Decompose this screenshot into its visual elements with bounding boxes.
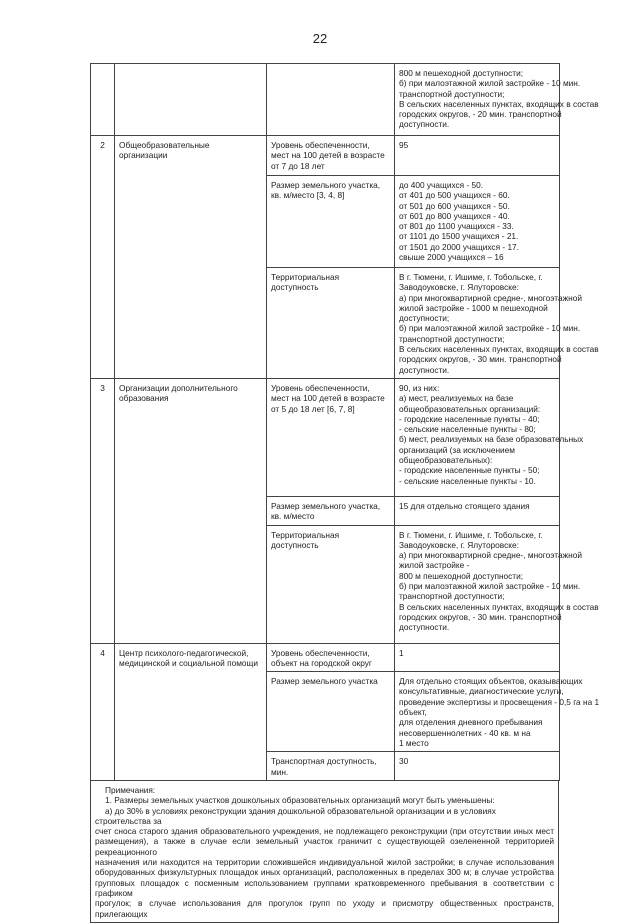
indicator-value-line: В г. Тюмени, г. Ишиме, г. Тобольске, г.	[399, 272, 543, 282]
indicator-value-line: доступности.	[399, 622, 450, 633]
indicator-value-line: б) мест, реализуемых на базе образовательных	[399, 434, 584, 445]
indicator-value-line: несовершеннолетних - 40 кв. м на	[399, 727, 531, 738]
indicator-name-line: мест на 100 детей в возрасте	[271, 393, 385, 404]
indicator-value-line: проведение экспертизы и просвещения - 0,5 га на 1	[399, 696, 600, 707]
notes-cell	[91, 781, 559, 923]
indicator-value-line: доступности;	[399, 313, 450, 324]
table-row	[91, 64, 560, 136]
notes-line: 1. Размеры земельных участков дошкольных образовательных организаций могут быть уменьшены:	[105, 795, 495, 806]
organization-type	[115, 136, 267, 379]
indicator-name	[267, 752, 395, 781]
indicator-value-line: свыше 2000 учащихся – 16	[399, 252, 504, 263]
indicator-value-line: - городские населенные пункты - 40;	[399, 413, 540, 424]
indicator-value	[395, 136, 560, 176]
indicator-name	[267, 64, 395, 136]
notes-line: размещения), а также в случае если земельный участок граничит с существующей озелененной территорией рекреационного	[95, 836, 554, 857]
indicator-name-line: Размер земельного участка	[271, 676, 378, 687]
indicator-name-line: мин.	[271, 766, 289, 777]
indicator-value-line: 1	[399, 647, 404, 658]
table-row	[91, 136, 560, 176]
indicator-value-line: общеобразовательных организаций:	[399, 403, 541, 414]
indicator-value-line: городских округов, - 20 мин. транспортной	[399, 109, 562, 120]
table-row	[91, 643, 560, 672]
indicator-name	[267, 672, 395, 752]
indicator-value-line: доступности.	[399, 364, 450, 375]
organization-type	[115, 643, 267, 780]
indicator-name-line: доступность	[271, 282, 319, 293]
notes-line: оборудованных физкультурных площадок иных организаций, расположенных в пределах 300 м; в случае устройства	[95, 867, 554, 878]
indicator-name-line: Транспортная доступность,	[271, 756, 377, 767]
notes-line: назначения или находится на территории сложившейся индивидуальной жилой застройки; в случае использования	[95, 857, 554, 868]
indicator-name-line: Размер земельного участка,	[271, 500, 381, 511]
indicator-value-line: 800 м пешеходной доступности;	[399, 68, 524, 78]
indicator-name-line: Территориальная	[271, 272, 340, 282]
indicator-name-line: Уровень обеспеченности,	[271, 647, 370, 658]
notes-line: групповых площадок с посменным использованием группами кратковременного пребывания в соответствии с графиком	[95, 877, 554, 898]
indicator-value-line: В сельских населенных пунктах, входящих в состав	[399, 98, 599, 109]
indicator-name-line: Размер земельного участка,	[271, 180, 381, 190]
indicator-value-line: транспортной доступности;	[399, 88, 505, 99]
indicator-value-line: транспортной доступности;	[399, 591, 505, 602]
indicator-name-line: Территориальная	[271, 529, 340, 540]
indicator-value-line: транспортной доступности;	[399, 333, 505, 344]
indicator-value-line: от 1101 до 1500 учащихся - 21.	[399, 231, 519, 242]
indicator-value-line: до 400 учащихся - 50.	[399, 180, 484, 190]
indicator-value-line: 90, из них:	[399, 382, 440, 393]
indicator-value	[395, 176, 560, 268]
indicator-name	[267, 378, 395, 496]
organization-type	[115, 378, 267, 643]
indicator-value-line: Для отдельно стоящих объектов, оказывающих	[399, 676, 583, 687]
indicator-name-line: от 5 до 18 лет [6, 7, 8]	[271, 403, 355, 414]
indicator-value	[395, 64, 599, 136]
indicator-value-line: объект,	[399, 707, 427, 718]
indicator-value-line: городских округов, - 30 мин. транспортной	[399, 611, 562, 622]
notes-line: счет сноса старого здания образовательного учреждения, не подлежащего реконструкции (при отсутствии иных мест	[95, 826, 554, 837]
indicator-value	[395, 378, 584, 496]
indicator-value-line: от 401 до 500 учащихся - 60.	[399, 190, 510, 201]
organization-line: медицинской и социальной помощи	[119, 657, 258, 668]
indicator-value-line: жилой застройке -	[399, 560, 470, 571]
indicator-name-line: кв. м/место	[271, 511, 315, 522]
indicator-name-line: Уровень обеспеченности,	[271, 140, 370, 150]
row-number: 4	[91, 643, 115, 780]
indicator-name	[267, 643, 395, 672]
organization-line: образования	[119, 393, 169, 404]
indicator-value	[395, 752, 560, 781]
indicator-name	[267, 136, 395, 176]
organization-line: организации	[119, 150, 168, 161]
indicator-value-line: б) при малоэтажной жилой застройке - 10 мин.	[399, 323, 581, 334]
row-number: 2	[91, 136, 115, 379]
indicator-value-line: жилой застройке - 1000 м пешеходной	[399, 302, 548, 313]
indicator-name-line: мест на 100 детей в возрасте	[271, 150, 385, 161]
indicator-name-line: доступность	[271, 539, 319, 550]
indicator-name-line: кв. м/место [3, 4, 8]	[271, 190, 345, 201]
organization-line: Центр психолого-педагогической,	[119, 647, 249, 658]
indicator-value	[395, 643, 560, 672]
indicator-value-line: 15 для отдельно стоящего здания	[399, 500, 530, 511]
indicator-value	[395, 496, 560, 525]
indicator-name	[267, 496, 395, 525]
row-number	[91, 64, 115, 136]
organization-type	[115, 64, 267, 136]
notes-line: а) до 30% в условиях реконструкции здания дошкольной образовательной организации и в условиях строительства за	[95, 805, 496, 826]
indicator-value-line: Заводоуковске, г. Ялуторовске:	[399, 539, 519, 550]
indicator-value-line: б) при малоэтажной жилой застройке - 10 мин.	[399, 78, 581, 89]
indicator-value-line: от 601 до 800 учащихся - 40.	[399, 210, 510, 221]
indicator-name	[267, 268, 395, 379]
indicator-value-line: доступности.	[399, 119, 450, 130]
notes-title: Примечания:	[105, 785, 156, 795]
indicator-value-line: от 1501 до 2000 учащихся - 17.	[399, 241, 519, 252]
indicator-value-line: а) при многоквартирной средне-, многоэтажной	[399, 292, 582, 303]
indicator-value-line: В сельских населенных пунктах, входящих в состав	[399, 344, 599, 355]
indicator-value-line: а) при многоквартирной средне-, многоэтажной	[399, 550, 582, 561]
indicator-name-line: Уровень обеспеченности,	[271, 382, 370, 393]
indicator-value-line: - сельские населенные пункты - 10.	[399, 475, 536, 486]
standards-table	[90, 63, 600, 781]
indicator-value-line: В г. Тюмени, г. Ишиме, г. Тобольске, г.	[399, 529, 543, 540]
indicator-value-line: - городские населенные пункты - 50;	[399, 465, 540, 476]
indicator-value-line: общеобразовательных):	[399, 455, 493, 466]
indicator-value-line: от 801 до 1100 учащихся - 33.	[399, 221, 514, 232]
indicator-name	[267, 176, 395, 268]
indicator-name	[267, 525, 395, 643]
page-number: 22	[312, 31, 328, 46]
indicator-value	[395, 525, 599, 643]
row-number: 3	[91, 378, 115, 643]
organization-line: Общеобразовательные	[119, 140, 210, 150]
indicator-value-line: б) при малоэтажной жилой застройке - 10 мин.	[399, 581, 581, 592]
indicator-value-line: 1 место	[399, 737, 429, 748]
table-row	[91, 378, 560, 496]
indicator-value-line: - сельские населенные пункты - 80;	[399, 424, 536, 435]
indicator-value	[395, 672, 600, 752]
indicator-name-line: объект на городской округ	[271, 657, 372, 668]
indicator-value-line: 95	[399, 140, 409, 150]
indicator-value-line: В сельских населенных пунктах, входящих в состав	[399, 601, 599, 612]
indicator-value-line: от 501 до 600 учащихся - 50.	[399, 200, 510, 211]
indicator-name-line: от 7 до 18 лет	[271, 160, 325, 171]
indicator-value-line: а) мест, реализуемых на базе	[399, 393, 514, 404]
organization-line: Организации дополнительного	[119, 382, 238, 393]
indicator-value-line: консультативные, диагностические услуги,	[399, 686, 564, 697]
indicator-value-line: Заводоуковске, г. Ялуторовске:	[399, 282, 519, 293]
indicator-value-line: для отделения дневного пребывания	[399, 717, 543, 728]
notes-line: прогулок; в случае использования для прогулок групп по уходу и присмотру общественных пространств, прилегающих	[95, 898, 554, 919]
indicator-value-line: организаций (за исключением	[399, 444, 515, 455]
indicator-value-line: 800 м пешеходной доступности;	[399, 570, 524, 581]
indicator-value-line: городских округов, - 30 мин. транспортной	[399, 354, 562, 365]
notes-table	[90, 780, 559, 923]
indicator-value	[395, 268, 599, 379]
indicator-value-line: 30	[399, 756, 409, 767]
